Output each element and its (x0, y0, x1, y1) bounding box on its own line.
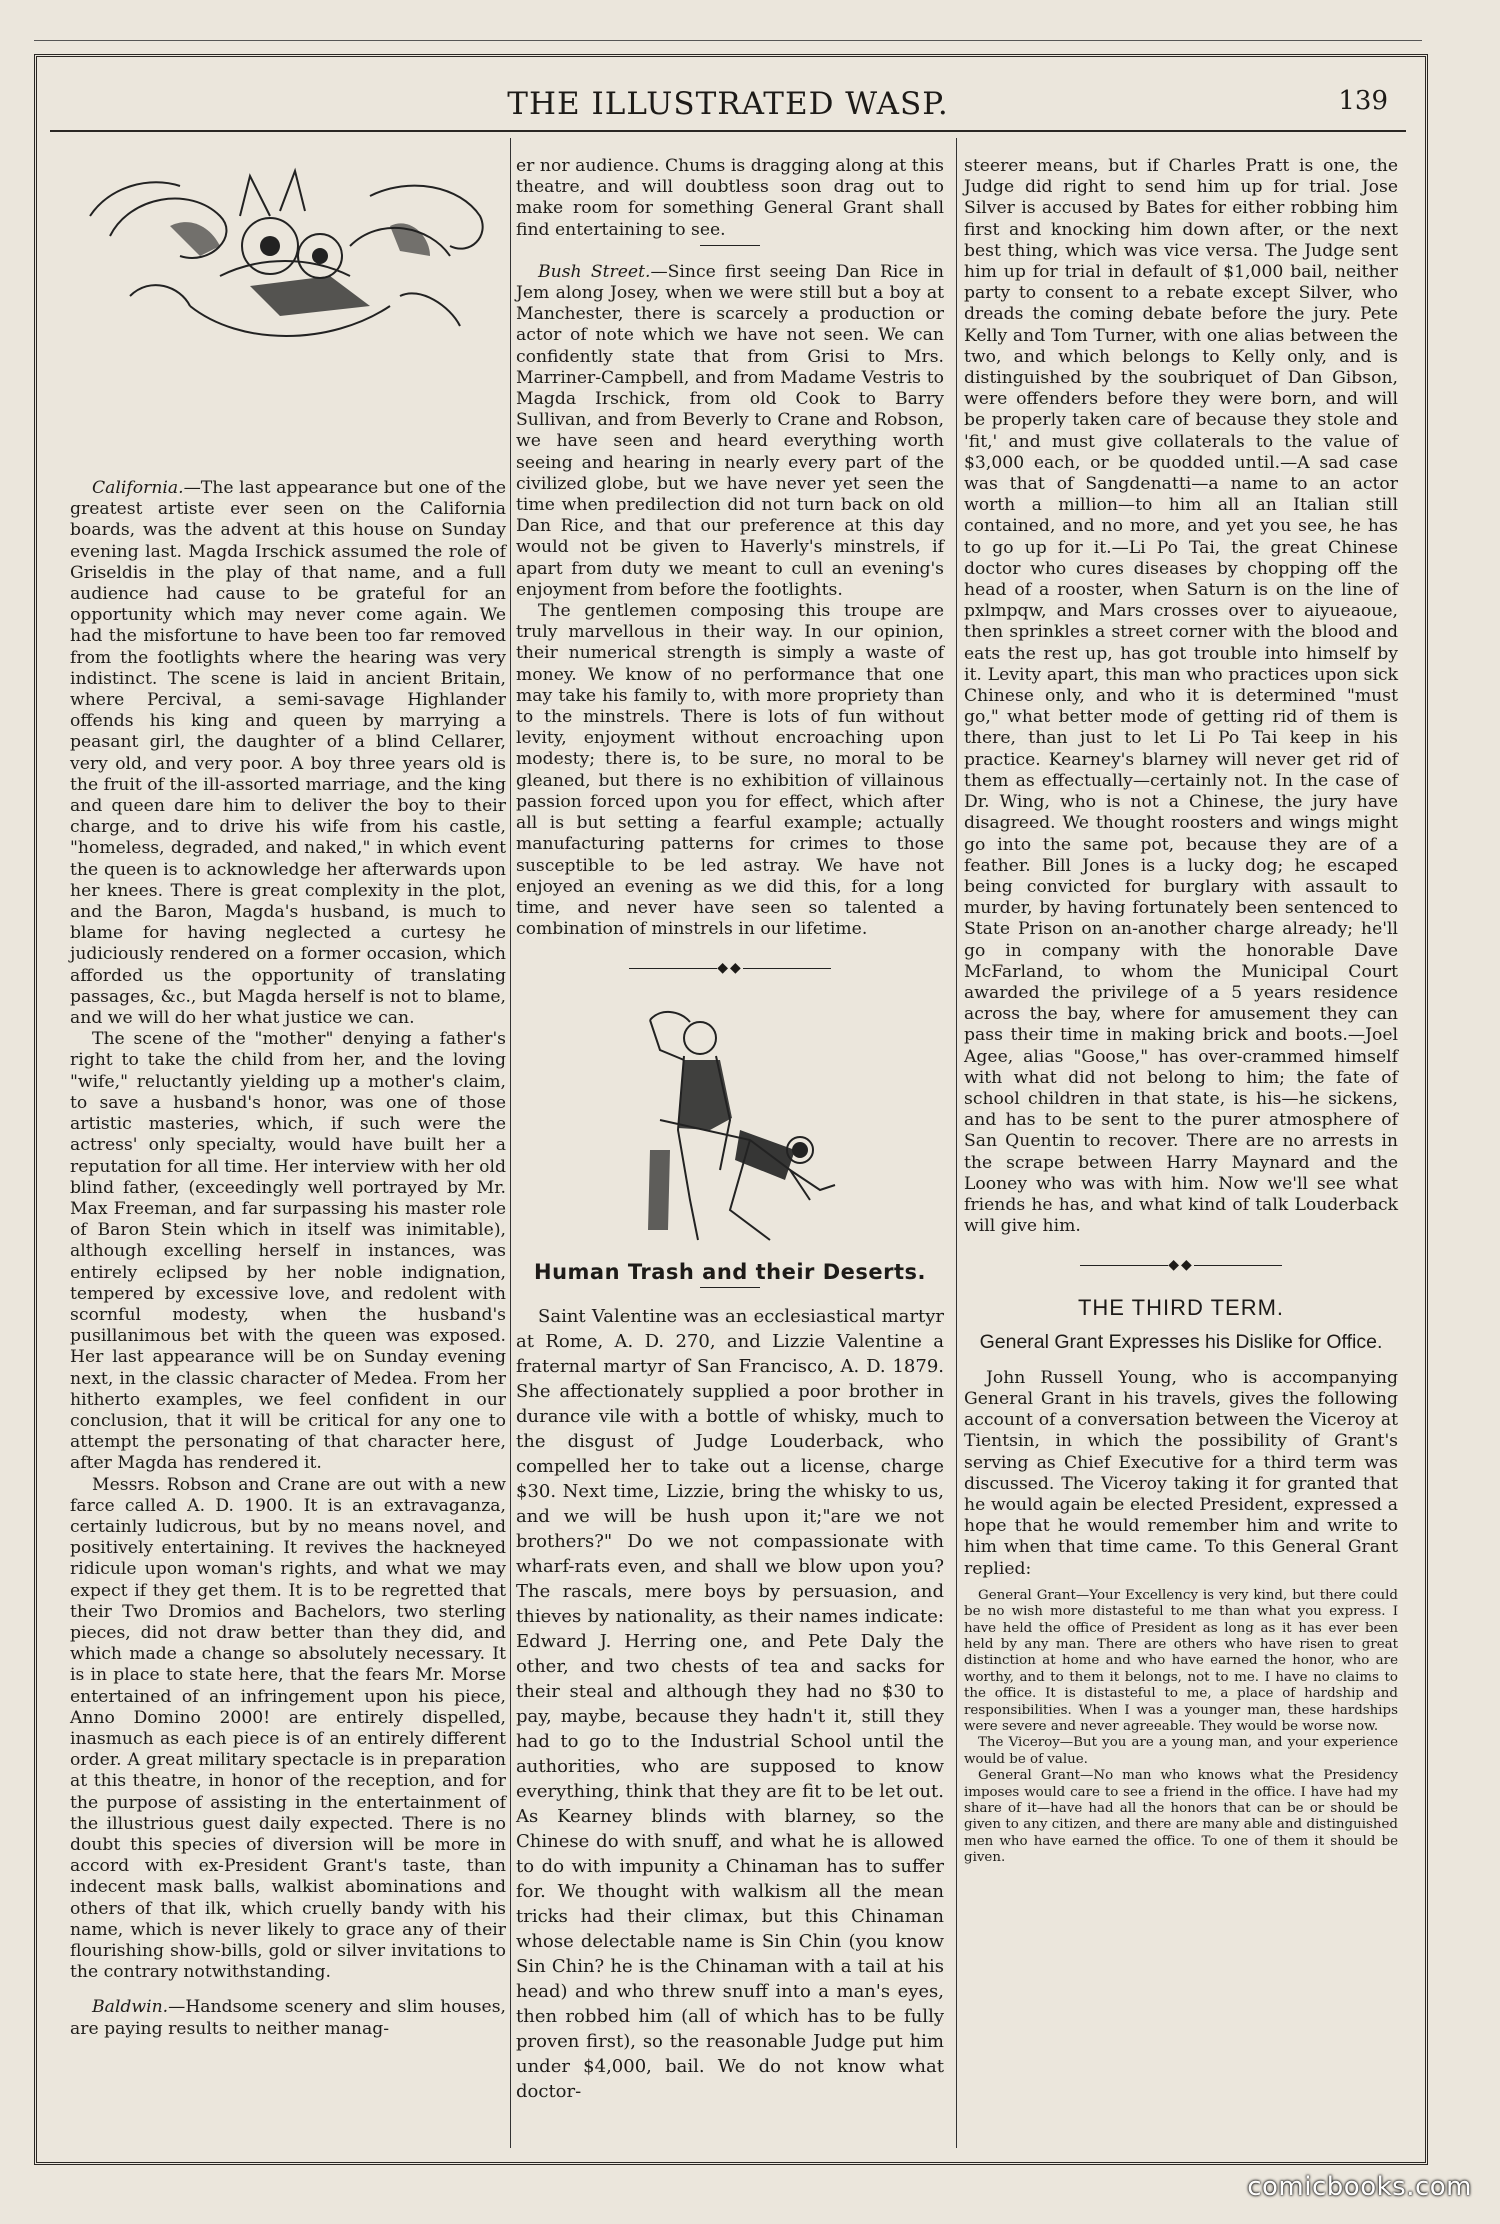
column-2 (516, 156, 944, 2104)
cartoon-illustration (516, 1000, 944, 1256)
watermark: comicbooks.com (1247, 2172, 1472, 2202)
ornamental-divider: ◆◆ (516, 958, 944, 979)
masthead (50, 80, 1406, 130)
paragraph: —The last appearance but one of the greatest artiste ever seen on the California boards, was the advent at this house on Sunday evening last. Magda Irschick assumed the role of Griseldis in the play of that name, and a full audience had cause to be grateful for an opportunity which may never come again. We had the misfortune to have been too far removed from the footlights where the hearing was very indistinct. The scene is laid in ancient Britain, where Percival, a semi-savage Highlander offends his king and queen by marrying a peasant girl, the daughter of a blind Cellarer, very old, and very poor. A boy three years old is the fruit of the ill-assorted marriage, and the king and queen dare him to deliver the boy to their charge, and to drive his wife from his castle, "homeless, degraded, and naked," in which event the queen is to acknowledge her afterwards upon her knees. There is great complexity in the plot, and the Baron, Magda's husband, is much to blame for having neglected a curtesy he judiciously rendered on a former occasion, which afforded us the opportunity of translating passages, &c., but Magda herself is not to blame, and we will do her what justice we can. (70, 478, 506, 1029)
paragraph: —Handsome scenery and slim houses, are paying results to neither manag- (70, 1997, 506, 2039)
paragraph: General Grant—No man who knows what the Presidency imposes would care to see a friend in the office. I have had my share of it—have had all the honors that can be or should be given to any citizen, and there are many able and distinguished men who have earned the office. To one of them it should be given. (964, 1768, 1398, 1866)
divider (700, 245, 760, 246)
paragraph: The gentlemen composing this troupe are truly marvellous in their way. In our opinion, their numerical strength is simply a waste of money. We know of no performance that one may take his family to, with more propriety than to the minstrels. There is lots of fun without levity, enjoyment without encroaching upon modesty; there is, to be sure, no moral to be gleaned, but there is no exhibition of villainous passion forced upon you for effect, which after all is but setting a fearful example; actually manufacturing patterns for crimes to those susceptible to be led astray. We have not enjoyed an evening as we did this, for a long time, and never have seen so talented a combination of minstrels in our lifetime. (516, 601, 944, 940)
page-number: 139 (1338, 86, 1388, 116)
quoted-conversation (964, 1588, 1398, 1867)
column-rule (510, 138, 511, 2148)
paragraph: Saint Valentine was an ecclesiastical martyr at Rome, A. D. 270, and Lizzie Valentine a fraternal martyr of San Francisco, A. D. 1879. She affectionately supplied a poor brother in durance vile with a bottle of whisky, much to the disgust of Judge Louderback, who compelled her to take out a license, charge $30. Next time, Lizzie, bring the whisky to us, and we will be hush upon it;"are we not brothers?" Do we not compassionate with wharf-rats even, and shall we blow upon you? The rascals, mere boys by persuasion, and thieves by nationality, as their names indicate: Edward J. Herring one, and Pete Daly the other, and two chests of tea and sacks for their steal and although they had no $30 to pay, maybe, because they hadn't it, still they had to go to the Industrial School until the authorities, who are supposed to know everything, think that they are fit to be let out. As Kearney blinds with blarney, so the Chinese do with snuff, and what he is allowed to do with impunity a Chinaman has to suffer for. We thought with walkism all the mean tricks had their climax, but this Chinaman whose delectable name is Sin Chin (you know Sin Chin? he is the Chinaman with a tail at his head) and who threw snuff into a man's eyes, then robbed him (all of which has to be fully proven first), so the reasonable Judge put him under $4,000, bail. We do not know what doctor- (516, 1305, 944, 2102)
top-rule (34, 40, 1422, 41)
column-rule (956, 138, 957, 2148)
article-headline: THE THIRD TERM. (1077, 1294, 1285, 1320)
paragraph: The Viceroy—But you are a young man, and your experience would be of value. (964, 1735, 1398, 1767)
article-subheadline: General Grant Expresses his Dislike for Office. (979, 1330, 1383, 1353)
spanking-cartoon-icon (620, 1000, 840, 1250)
column-3 (964, 156, 1398, 1867)
ornament-icon (70, 156, 506, 348)
paragraph: Messrs. Robson and Crane are out with a new farce called A. D. 1900. It is an extravaganza, certainly ludicrous, but by no means novel, and positively entertaining. It revives the hackneyed ridicule upon woman's rights, and what we may expect if they get them. It is to be regretted that their Two Dromios and Bachelors, two sterling pieces, did not draw better than they did, and which made a change so absolutely necessary. It is in place to state here, that the fears Mr. Morse entertained of an infringement upon his piece, Anno Domino 2000! are entirely dispelled, inasmuch as each piece is of an entirely different order. A great military spectacle is in preparation at this theatre, in honor of the reception, and for the purpose of assisting in the entertainment of the illustrious guest daily expected. There is no doubt this species of diversion will be more in accord with ex-President Grant's taste, than indecent mask balls, walkist abominations and others of that ilk, which cruelly bandy with his name, which is never likely to grace any of their flourishing show-bills, gold or silver invitations to the contrary notwithstanding. (70, 1474, 506, 1983)
paragraph: steerer means, but if Charles Pratt is one, the Judge did right to send him up for trial. Jose Silver is accused by Bates for either robbing him first and knocking him down after, or the next best thing, which was vice versa. The Judge sent him up for trial in default of $1,000 bail, neither party to consent to a rebate except Silver, who dreads the coming debate before the jury. Pete Kelly and Tom Turner, with one alias between the two, and which belongs to Kelly only, and is distinguished by the soubriquet of Dan Gibson, were offenders before they were born, and will be properly taken care of because they stole and 'fit,' and must give collaterals to the value of $3,000 each, or be quodded until.—A sad case was that of Sangdenatti—a name to an actor worth a million—to him all an Italian still contained, and no more, and yet you see, he has to go up for it.—Li Po Tai, the great Chinese doctor who cures diseases by chopping off the head of a rooster, when Saturn is on the line of pxlmpqw, and Mars crosses over to aiyueaoue, then sprinkles a street corner with the blood and eats the rest up, has got trouble into himself by it. Levity apart, this man who practices upon sick Chinese only, and who it is determined "must go," what better mode of getting rid of them is there, than just to let Li Po Tai keep in his practice. Kearney's blarney will never get rid of them as effectually—certainly not. In the case of Dr. Wing, who is not a Chinese, the jury have disagreed. We thought roosters and wings might go into the same pot, because they are of a feather. Bill Jones is a lucky dog; he escaped being convicted for burglary with assault to murder, by having fortunately been sentenced to State Prison on an-another charge already; he'll go in company with the honorable Dave McFarland, to whom the Municipal Court awarded the privilege of a 5 years residence across the bay, where for amusement they can pass their time in making brick and boots.—Joel Agee, alias "Goose," has over-crammed himself with what did not belong to him; the fate of school children in that state, is his—he sickens, and has to be sent to the purer atmosphere of San Quentin to recover. There are no arrests in the scrape between Harry Maynard and the Looney who was with him. Now we'll see what friends he has, and what kind of talk Louderback will give him. (964, 156, 1398, 1237)
section-label-bush-street: Bush Street. (538, 261, 651, 282)
section-label-california: California. (92, 478, 184, 498)
section-label-baldwin: Baldwin. (92, 1997, 169, 2018)
masthead-rule (50, 130, 1406, 132)
paragraph: The scene of the "mother" denying a father's right to take the child from her, and the loving "wife," reluctantly yielding up a mother's claim, to save a husband's honor, was one of those artistic masteries, which, if such were the actress' only specialty, would have built her a reputation for all time. Her interview with her old blind father, (exceedingly well portrayed by Mr. Max Freeman, and far surpassing his master role of Baron Stein which in itself was inimitable), although excelling herself in instances, was entirely eclipsed by her noble indignation, tempered by excessive love, and redolent with scornful modesty, when the husband's pusillanimous bet with the queen was exposed. Her last appearance will be on Sunday evening next, in the classic character of Medea. From her hitherto examples, we feel confident in our conclusion, that it will be critical for any one to attempt the personating of that character here, after Magda has rendered it. (70, 1029, 506, 1474)
publication-title: THE ILLUSTRATED WASP. (507, 86, 949, 122)
cartoon-caption: Human Trash and their Deserts. (534, 1259, 926, 1284)
column-1 (70, 156, 506, 2040)
divider (700, 1287, 760, 1288)
paragraph: General Grant—Your Excellency is very kind, but there could be no wish more distasteful to me than what you express. I have held the office of President as long as it has ever been held by any man. There are others who have risen to great distinction at home and who have earned the honor, who are worthy, and to them it belongs, not to me. I have no claims to the office. It is distasteful to me, a place of hardship and responsibilities. When I was a younger man, these hardships were severe and never agreeable. They would be worse now. (964, 1587, 1398, 1735)
ornamental-divider: ◆◆ (964, 1255, 1398, 1276)
paragraph: John Russell Young, who is accompanying General Grant in his travels, gives the following account of a conversation between the Viceroy at Tientsin, in which the possibility of Grant's serving as Chief Executive for a third term was discussed. The Viceroy taking it for granted that he would again be elected President, expressed a hope that he would remember him and write to him when that time came. To this General Grant replied: (964, 1367, 1398, 1579)
paragraph: er nor audience. Chums is dragging along at this theatre, and will doubtless soon drag out to make room for something General Grant shall find entertaining to see. (516, 156, 944, 240)
paragraph: —Since first seeing Dan Rice in Jem along Josey, when we were still but a boy at Manchester, there is scarcely a production or actor of note which we have not seen. We can confidently state that from Grisi to Mrs. Marriner-Campbell, and from Madame Vestris to Magda Irschick, from old Cook to Barry Sullivan, and from Beverly to Crane and Robson, we have seen and heard everything worth seeing and hearing in nearly every part of the civilized globe, but we have never yet seen the time when predilection did not turn back on old Dan Rice, and that our preference at this day would not be given to Haverly's minstrels, if apart from duty we meant to cull an evening's enjoyment from before the footlights. (516, 261, 944, 600)
ornament-illustration (70, 156, 506, 348)
